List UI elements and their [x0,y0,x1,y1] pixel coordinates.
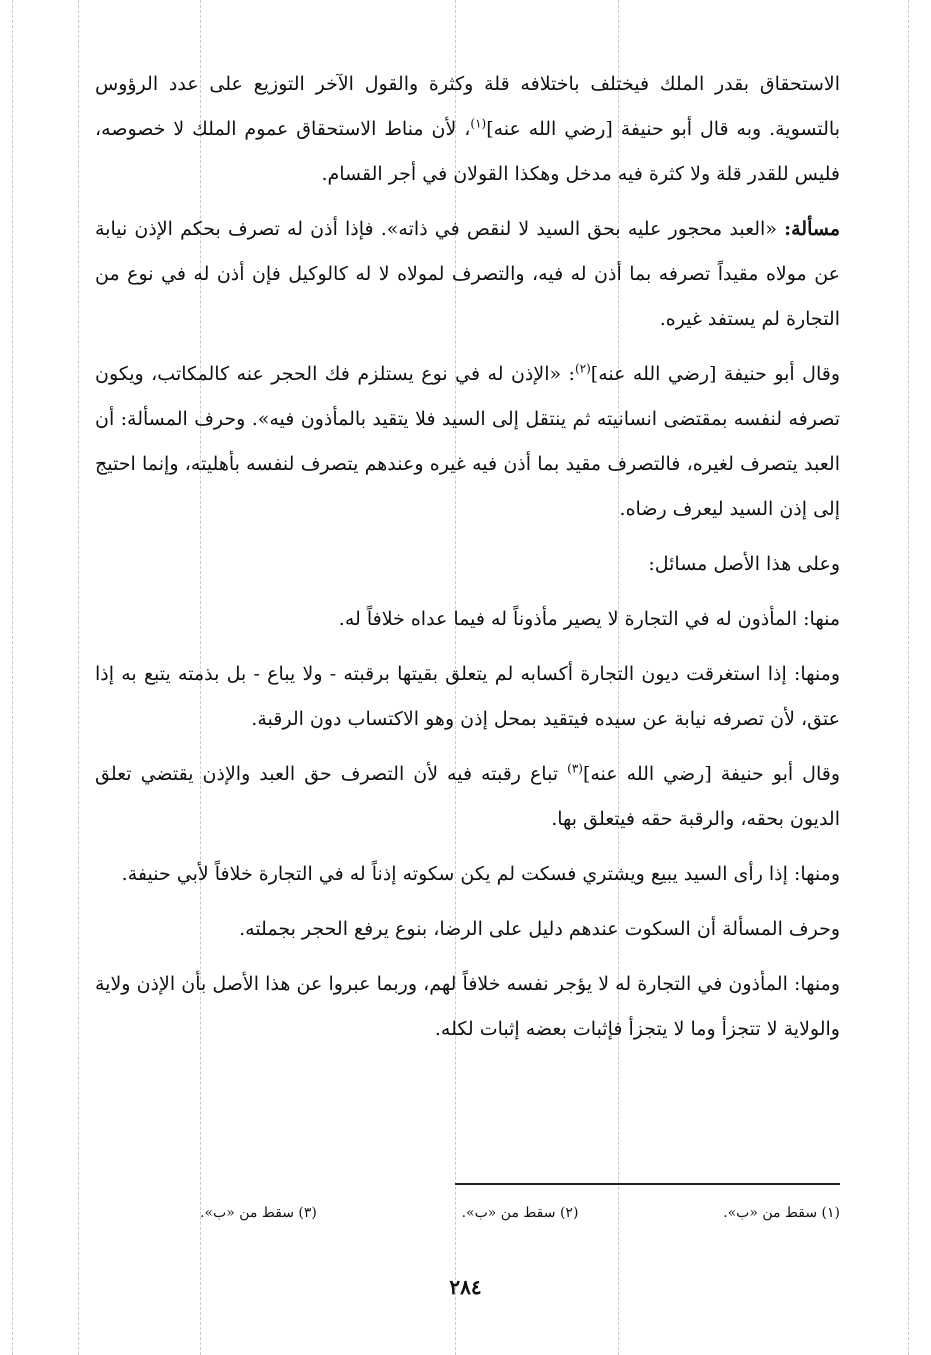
paragraph-text: منها: المأذون له في التجارة لا يصير مأذوناً له فيما عداه خلافاً له. [338,608,840,630]
paragraph [95,207,840,342]
paragraph-tail: تباع رقبته فيه لأن التصرف حق العبد والإذن يقتضي تعلق الديون بحقه، والرقبة حقه فيتعلق بها. [95,763,840,830]
paragraph [95,597,840,642]
paragraph [95,542,840,587]
paragraph-text: ومنها: إذا استغرقت ديون التجارة أكسابه لم يتعلق بقيتها برقبته - ولا يباع - بل بذمته يتبع به إذا عتق، لأن تصرفه نيابة عن سيده فيتقيد بمحل إذن وهو الاكتساب دون الرقبة. [95,663,840,730]
paragraph [95,962,840,1052]
paragraph [95,62,840,197]
paragraph-text: وعلى هذا الأصل مسائل: [648,553,840,575]
paragraph-text: ومنها: إذا رأى السيد يبيع ويشتري فسكت لم يكن سكوته إذناً له في التجارة خلافاً لأبي حنيفة. [121,863,840,885]
paragraph-text: «العبد محجور عليه بحق السيد لا لنقص في ذاته». فإذا أذن له تصرف بحكم الإذن نيابة عن مولاه مقيداً تصرفه بما أذن له فيه، والتصرف لمولاه لا له كالوكيل فإن أذن له في نوع من التجارة لم يستفد غيره. [95,218,840,330]
scan-margin-line [908,0,909,1355]
paragraph-lead: مسألة: [784,218,840,240]
footnote-1: (١) سقط من «ب». [723,1205,840,1221]
paragraph-tail: : «الإذن له في نوع يستلزم فك الحجر عنه كالمكاتب، ويكون تصرفه لنفسه بمقتضى انسانيته ثم ينتقل إلى السيد فلا يتقيد بالمأذون فيه». وحرف المسألة: أن العبد يتصرف لغيره، فالتصرف مقيد بما أذن فيه غيره وعندهم يتصرف لنفسه بأهليته، وإنما احتيج إلى إذن السيد ليعرف رضاه. [95,363,840,520]
paragraph [95,852,840,897]
paragraph-text: وقال أبو حنيفة [رضي الله عنه] [590,363,841,385]
paragraph [95,907,840,952]
page-body [95,62,840,1062]
footnote-2: (٢) سقط من «ب». [461,1205,579,1221]
paragraph [95,752,840,842]
scan-margin-line [78,0,79,1355]
footnote-ref: (٢) [574,361,591,376]
footnote-ref: (٣) [567,761,583,776]
paragraph-text: ومنها: المأذون في التجارة له لا يؤجر نفسه خلافاً لهم، وربما عبروا عن هذا الأصل بأن الإذن ولاية والولاية لا تتجزأ وما لا يتجزأ فإثبات بعضه إثبات لكله. [95,973,840,1040]
footnote-ref: (١) [470,116,487,131]
scan-margin-line [12,0,13,1355]
paragraph [95,352,840,532]
paragraph-text: وحرف المسألة أن السكوت عندهم دليل على الرضا، بنوع يرفع الحجر بجملته. [239,918,840,940]
footnotes [200,1205,840,1221]
footnote-separator [455,1183,840,1185]
page-number: ٢٨٤ [449,1275,482,1299]
paragraph-text: الاستحقاق بقدر الملك فيختلف باختلافه قلة وكثرة والقول الآخر التوزيع على عدد الرؤوس بالتسوية. وبه قال أبو حنيفة [رضي الله عنه] [95,73,840,140]
paragraph [95,652,840,742]
footnote-3: (٣) سقط من «ب». [200,1205,317,1221]
paragraph-tail: ، لأن مناط الاستحقاق عموم الملك لا خصوصه، فليس للقدر قلة ولا كثرة فيه مدخل وهكذا القولان في أجر القسام. [95,118,840,185]
paragraph-text: وقال أبو حنيفة [رضي الله عنه] [582,763,840,785]
